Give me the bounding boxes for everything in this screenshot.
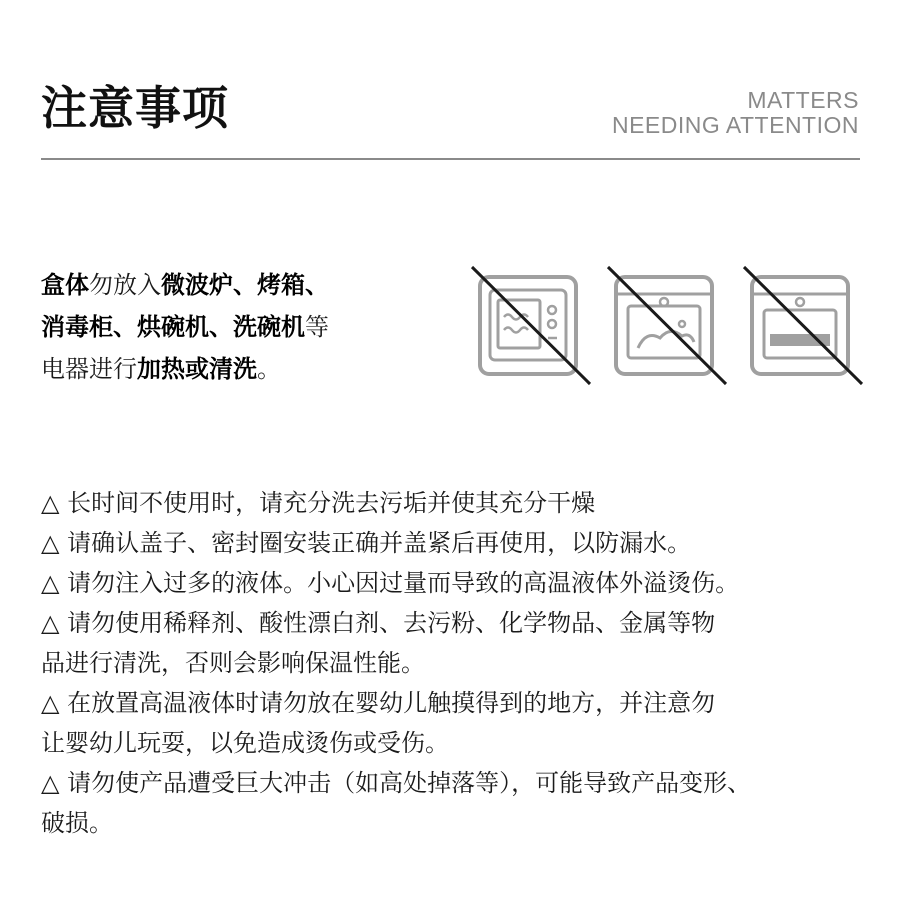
warning-line-3 [41, 348, 441, 390]
warning-bold: 盒体 [41, 271, 89, 299]
warning-line-1 [41, 264, 441, 306]
warning-text [41, 264, 441, 390]
notes-line: 破损。 [41, 809, 113, 837]
notes-line: △ 在放置高温液体时请勿放在婴幼儿触摸得到的地方，并注意勿 [41, 689, 716, 717]
prohibited-appliances [470, 262, 870, 387]
subtitle-line-1: MATTERS [747, 87, 859, 113]
notes-line: △ 请勿使产品遭受巨大冲击（如高处掉落等），可能导致产品变形、 [41, 769, 752, 797]
warning-bold: 消毒柜、烘碗机、洗碗机 [41, 313, 305, 341]
no-dishwasher-icon [742, 262, 868, 386]
notes-line: △ 请勿注入过多的液体。小心因过量而导致的高温液体外溢烫伤。 [41, 569, 740, 597]
warning-plain: 勿放入 [89, 271, 161, 299]
notes-line: △ 长时间不使用时，请充分洗去污垢并使其充分干燥 [41, 489, 596, 517]
notes-list [41, 483, 861, 843]
warning-bold: 微波炉、烤箱、 [161, 271, 329, 299]
notes-line: △ 请确认盖子、密封圈安装正确并盖紧后再使用，以防漏水。 [41, 529, 692, 557]
warning-plain: 电器进行 [41, 355, 137, 383]
header-divider [41, 158, 860, 160]
page-subtitle-en [612, 88, 859, 138]
notes-line: △ 请勿使用稀释剂、酸性漂白剂、去污粉、化学物品、金属等物 [41, 609, 716, 637]
no-oven-icon [606, 262, 732, 386]
no-microwave-icon [470, 262, 596, 386]
warning-line-2 [41, 306, 441, 348]
warning-bold: 加热或清洗 [137, 355, 257, 383]
notes-line: 品进行清洗，否则会影响保温性能。 [41, 649, 425, 677]
subtitle-line-2: NEEDING ATTENTION [611, 112, 859, 138]
page-title: 注意事项 [41, 81, 229, 135]
warning-plain: 。 [257, 355, 281, 383]
warning-plain: 等 [305, 313, 329, 341]
notes-line: 让婴幼儿玩耍，以免造成烫伤或受伤。 [41, 729, 449, 757]
